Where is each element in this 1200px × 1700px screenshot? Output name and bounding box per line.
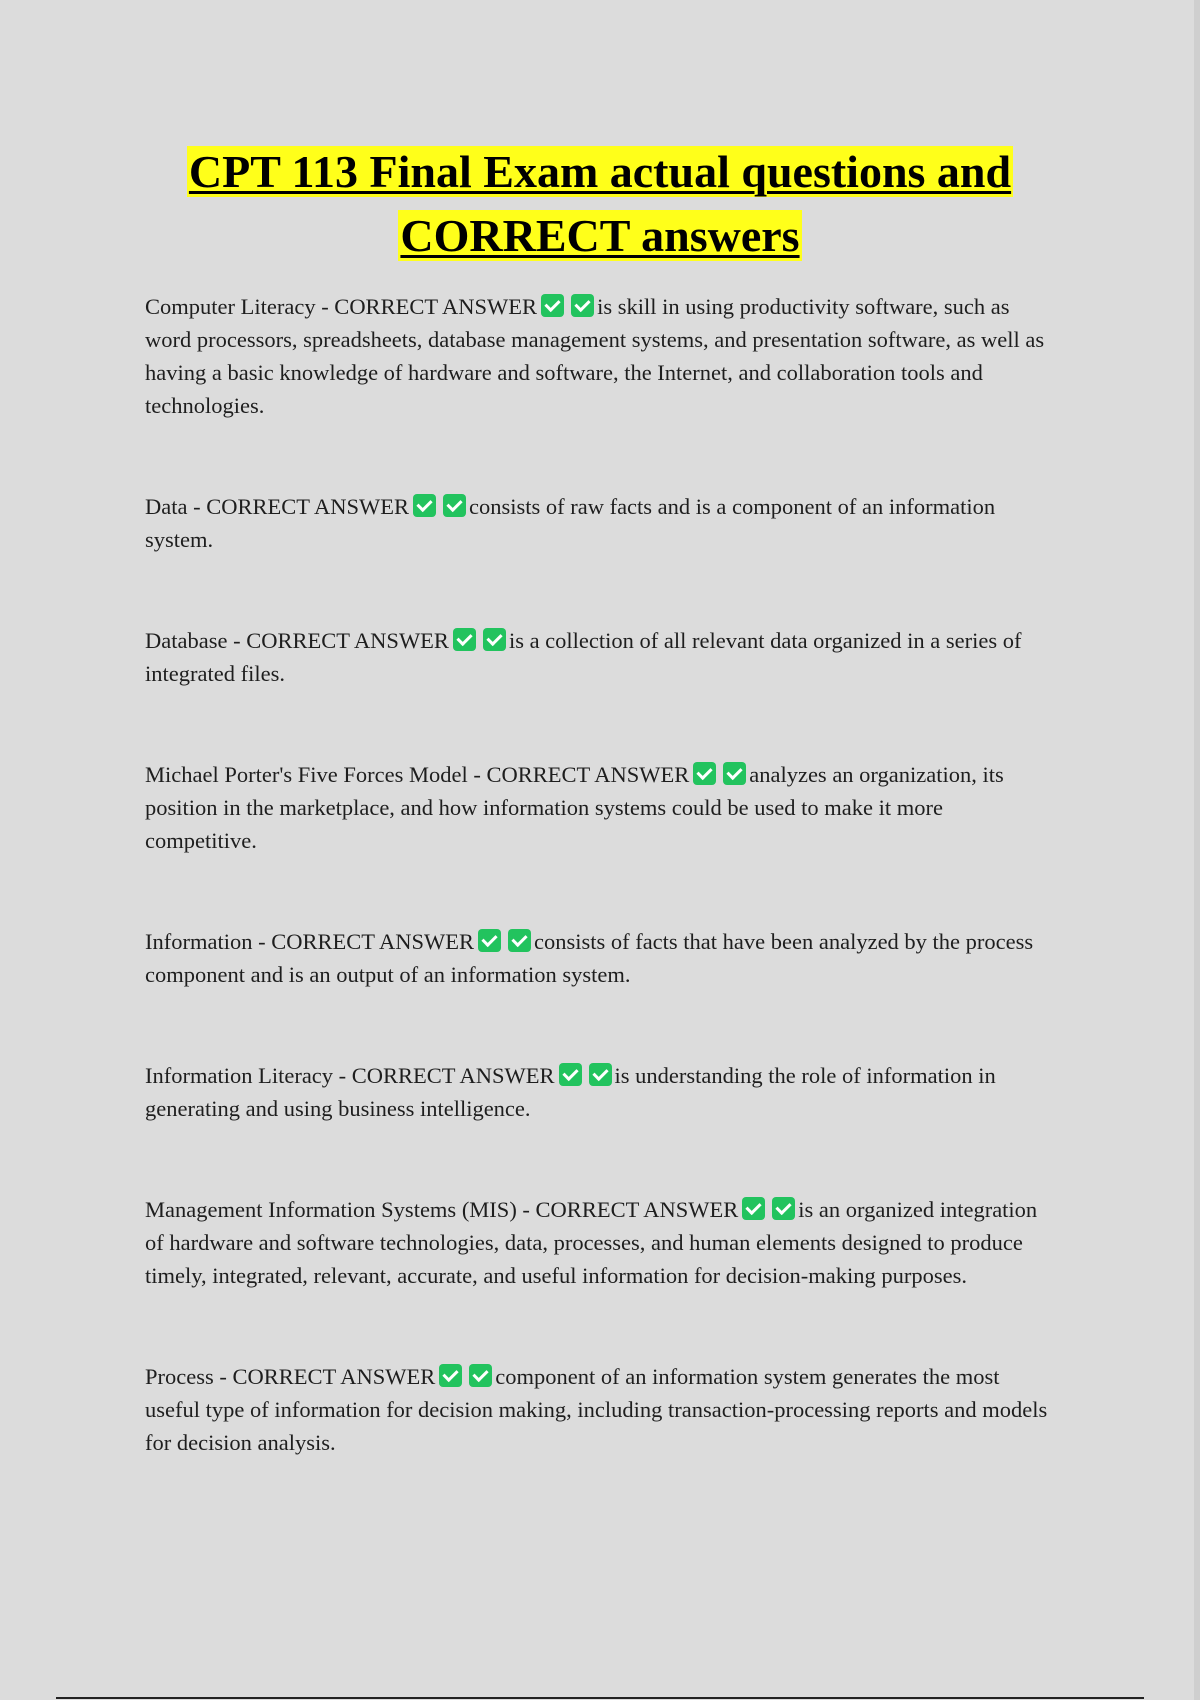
check-mark-icon: [571, 294, 594, 317]
entry-definition: component of an information system generates the most useful type of information for decision making, including transaction-processing reports and models for decision analysis.: [145, 1364, 1048, 1455]
title-line-1: CPT 113 Final Exam actual questions and: [188, 146, 1012, 197]
qa-entry-database: [145, 624, 1060, 690]
check-mark-icon: [559, 1063, 582, 1086]
entry-definition: consists of facts that have been analyzed by the process component and is an output of an information system.: [145, 929, 1034, 987]
entry-definition: is skill in using productivity software, such as word processors, spreadsheets, database management systems, and presentation software, as well as having a basic knowledge of hardware and software, the Internet, and collaboration tools and technologies.: [145, 294, 1045, 418]
qa-entry-information: [145, 925, 1060, 991]
entry-term: Data - CORRECT ANSWER: [145, 494, 409, 519]
check-mark-icon: [478, 929, 501, 952]
title-line-2: CORRECT answers: [400, 210, 800, 261]
check-mark-icon: [483, 628, 506, 651]
check-mark-icon: [469, 1364, 492, 1387]
check-mark-icon: [742, 1197, 765, 1220]
qa-entry-five-forces: [145, 758, 1060, 857]
entry-term: Process - CORRECT ANSWER: [145, 1364, 436, 1389]
qa-entry-process: [145, 1360, 1060, 1459]
check-mark-icon: [508, 929, 531, 952]
entry-term: Information - CORRECT ANSWER: [145, 929, 474, 954]
page-edge: [1194, 0, 1200, 1700]
entry-definition: is a collection of all relevant data organized in a series of integrated files.: [145, 628, 1022, 686]
qa-entry-mis: [145, 1193, 1060, 1292]
check-mark-icon: [453, 628, 476, 651]
check-mark-icon: [443, 494, 466, 517]
check-mark-icon: [439, 1364, 462, 1387]
entry-term: Information Literacy - CORRECT ANSWER: [145, 1063, 555, 1088]
entry-term: Michael Porter's Five Forces Model - CORRECT ANSWER: [145, 762, 690, 787]
qa-entry-data: [145, 490, 1060, 556]
qa-list: [145, 290, 1060, 1459]
document-title: [100, 140, 1100, 268]
bottom-divider: [56, 1697, 1144, 1699]
qa-entry-computer-literacy: [145, 290, 1060, 422]
check-mark-icon: [772, 1197, 795, 1220]
entry-term: Computer Literacy - CORRECT ANSWER: [145, 294, 538, 319]
check-mark-icon: [541, 294, 564, 317]
entry-term: Database - CORRECT ANSWER: [145, 628, 449, 653]
entry-definition: analyzes an organization, its position in the marketplace, and how information systems could be used to make it more competitive.: [145, 762, 1004, 853]
entry-definition: is an organized integration of hardware and software technologies, data, processes, and human elements designed to produce timely, integrated, relevant, accurate, and useful information for decision-making purposes.: [145, 1197, 1038, 1288]
check-mark-icon: [413, 494, 436, 517]
entry-definition: consists of raw facts and is a component of an information system.: [145, 494, 996, 552]
check-mark-icon: [589, 1063, 612, 1086]
check-mark-icon: [723, 762, 746, 785]
check-mark-icon: [693, 762, 716, 785]
entry-term: Management Information Systems (MIS) - CORRECT ANSWER: [145, 1197, 739, 1222]
entry-definition: is understanding the role of information in generating and using business intelligence.: [145, 1063, 996, 1121]
qa-entry-information-literacy: [145, 1059, 1060, 1125]
